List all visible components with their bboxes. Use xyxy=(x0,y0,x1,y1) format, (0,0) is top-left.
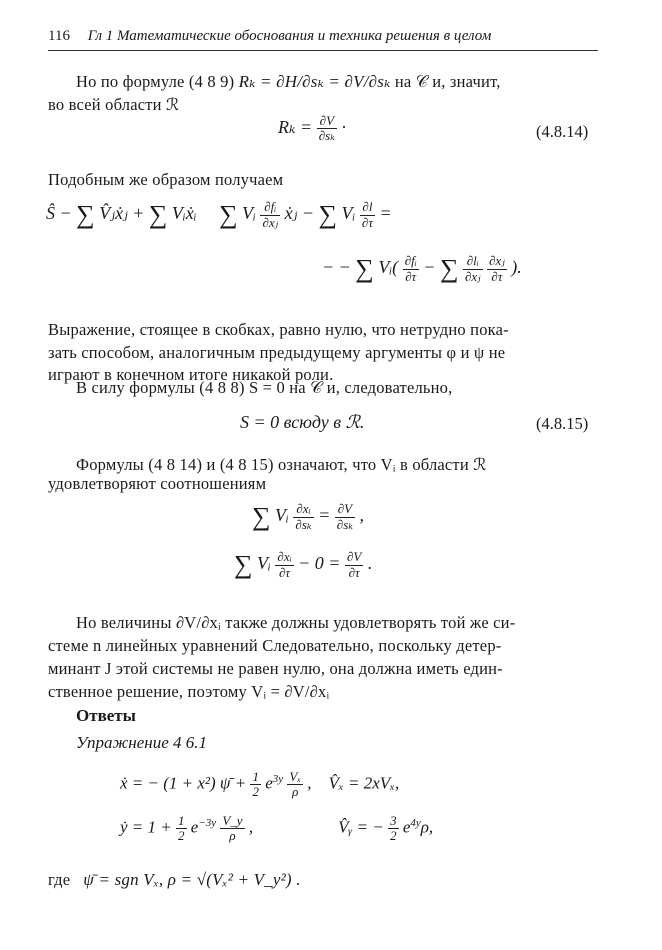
frac-num: ∂fᵢ xyxy=(260,200,280,215)
eq-part: . xyxy=(367,553,373,574)
paragraph-1-line-1 xyxy=(76,72,501,92)
equation-4-8-14 xyxy=(278,114,346,144)
eq-fraction xyxy=(287,770,303,800)
frac-num: 3 xyxy=(390,813,397,828)
eq-fraction xyxy=(176,814,187,844)
eq-part: Ŝ − xyxy=(46,203,72,224)
solution-line-2 xyxy=(120,814,433,844)
eq-part: e xyxy=(190,817,199,837)
frac-num: ∂lᵢ xyxy=(463,254,483,269)
eq-part: Vᵢ xyxy=(341,203,356,224)
frac-den: ∂sₖ xyxy=(318,128,335,144)
frac-den: ∂τ xyxy=(491,268,503,284)
header-rule xyxy=(48,50,598,51)
eq-part: = xyxy=(318,505,331,526)
frac-num: 1 xyxy=(252,769,259,784)
frac-num: ∂l xyxy=(360,200,375,215)
frac-den: ∂sₖ xyxy=(336,516,354,532)
frac-den: 2 xyxy=(178,828,185,844)
paragraph-3-line-3: играют в конечном итоге никакой роли. xyxy=(48,365,334,384)
frac-num: ∂V xyxy=(335,502,355,517)
frac-num: ∂V xyxy=(346,549,362,565)
eq-part: V̂ⱼẋⱼ + xyxy=(99,203,145,224)
relation-2 xyxy=(234,550,372,580)
sum-sign: ∑ xyxy=(219,200,238,229)
eq-fraction xyxy=(388,814,399,844)
paragraph-3-line-1: Выражение, стоящее в скобках, равно нулю, что нетрудно пока- xyxy=(48,320,509,339)
sum-sign: ∑ xyxy=(76,200,95,229)
eq-part: V̂ᵧ = − xyxy=(338,817,384,837)
answers-heading: Ответы xyxy=(76,706,136,725)
eq-part: = xyxy=(379,203,392,224)
final-line xyxy=(48,870,301,890)
eq-fraction xyxy=(345,550,363,580)
eq-part: e xyxy=(402,817,411,837)
paragraph-3-line-2: зать способом, аналогичным предыдущему аргументы φ и ψ не xyxy=(48,343,506,362)
frac-den: ∂τ xyxy=(348,564,360,580)
eq-part: Vᵢ xyxy=(257,553,271,574)
equation-label: (4.8.15) xyxy=(536,414,589,433)
eq-part: ẋ = − (1 + x²) ψ̄ + xyxy=(120,773,247,793)
eq-part: V̂ₓ = 2xVₓ, xyxy=(328,773,400,793)
eq-fraction xyxy=(317,114,337,144)
math-inline: ψ̄ = sgn Vₓ, ρ = √(Vₓ² + V_y²) . xyxy=(83,870,301,889)
frac-den: ρ xyxy=(292,784,299,800)
eq-part: − 0 = xyxy=(298,553,341,574)
paragraph-5-line-3: минант J этой системы не равен нулю, она должна иметь един- xyxy=(48,659,503,678)
paragraph-5-line-4: ственное решение, поэтому Vᵢ = ∂V/∂xᵢ xyxy=(48,682,330,701)
frac-num: 1 xyxy=(178,813,185,828)
eq-fraction xyxy=(463,254,483,284)
sum-sign: ∑ xyxy=(439,254,459,283)
text: на 𝒞 и, значит, xyxy=(394,72,501,91)
relation-1 xyxy=(252,502,364,532)
sum-sign: ∑ xyxy=(355,254,374,283)
frac-num: ∂V xyxy=(317,114,337,129)
equation-label: (4.8.14) xyxy=(536,122,589,141)
page-header xyxy=(48,28,596,45)
big-equation-row-2 xyxy=(322,254,522,284)
eq-part: e xyxy=(265,773,273,793)
frac-num: V_y xyxy=(222,813,243,828)
exponent: 4y xyxy=(410,817,421,830)
eq-fraction xyxy=(293,502,313,532)
paragraph-2: Подобным же образом получаем xyxy=(48,170,284,189)
exponent: −3y xyxy=(198,817,217,830)
eq-lhs: Rₖ = xyxy=(278,116,313,137)
eq-part: ). xyxy=(511,257,522,278)
eq-part: , xyxy=(248,817,254,837)
frac-den: 2 xyxy=(390,828,397,844)
eq-part: ẋⱼ − xyxy=(284,203,314,224)
sum-sign: ∑ xyxy=(148,200,168,229)
frac-den: ∂xⱼ xyxy=(464,268,481,284)
eq-part: Vᵢ xyxy=(242,203,256,224)
eq-part: Vᵢẋᵢ xyxy=(171,203,197,224)
frac-num: Vₓ xyxy=(289,769,302,784)
frac-num: ∂xᵢ xyxy=(293,502,313,517)
eq-fraction xyxy=(260,200,280,230)
frac-den: ∂xⱼ xyxy=(262,214,279,230)
eq-fraction xyxy=(487,254,507,284)
frac-den: 2 xyxy=(252,784,259,800)
eq-part: − xyxy=(423,257,436,278)
paragraph-3-line-4: В силу формулы (4 8 8) S = 0 на 𝒞 и, следовательно, xyxy=(76,378,453,397)
frac-den: ∂sₖ xyxy=(295,516,312,532)
text: Но по формуле (4 8 9) xyxy=(76,72,235,91)
big-equation-row-1 xyxy=(46,200,392,230)
sum-sign: ∑ xyxy=(318,200,338,229)
running-title: Гл 1 Математические обоснования и техника решения в целом xyxy=(87,28,492,44)
frac-den: ∂τ xyxy=(361,214,373,230)
paragraph-5-line-1: Но величины ∂V/∂xᵢ также должны удовлетворять той же си- xyxy=(76,613,516,632)
page-number: 116 xyxy=(48,28,70,44)
eq-part: , xyxy=(359,505,365,526)
eq-fraction xyxy=(275,550,293,580)
eq-part: , xyxy=(307,773,312,793)
exercise-label: Упражнение 4 6.1 xyxy=(76,733,207,752)
eq-fraction xyxy=(220,814,244,844)
sum-sign: ∑ xyxy=(234,550,253,579)
sum-sign: ∑ xyxy=(252,502,271,531)
frac-num: ∂fᵢ xyxy=(404,253,417,269)
equation-4-8-15: S = 0 всюду в ℛ. xyxy=(240,412,365,432)
paragraph-5-line-2: стеме n линейных уравнений Следовательно, поскольку детер- xyxy=(48,636,502,655)
paragraph-4-line-2: удовлетворяют соотношениям xyxy=(48,474,267,493)
frac-den: ∂τ xyxy=(405,268,417,284)
frac-den: ∂τ xyxy=(278,564,291,580)
eq-fraction xyxy=(335,502,355,532)
eq-fraction xyxy=(250,770,261,800)
paragraph-4-line-1: Формулы (4 8 14) и (4 8 15) означают, что Vᵢ в области ℛ xyxy=(76,455,487,474)
eq-part: Vᵢ( xyxy=(378,257,399,278)
math-inline: Rₖ = ∂H/∂sₖ = ∂V/∂sₖ xyxy=(238,72,391,91)
solution-line-1 xyxy=(120,770,399,800)
eq-fraction xyxy=(403,254,419,284)
eq-part: ẏ = 1 + xyxy=(120,817,172,837)
eq-tail: · xyxy=(341,116,346,137)
frac-num: ∂xⱼ xyxy=(489,253,505,269)
eq-part: Vᵢ xyxy=(275,505,289,526)
eq-fraction xyxy=(360,200,375,230)
exponent: 3y xyxy=(272,773,284,786)
frac-num: ∂xᵢ xyxy=(277,549,292,565)
eq-part: − − xyxy=(322,257,351,278)
eq-part: ρ, xyxy=(420,817,434,837)
text: где xyxy=(48,870,71,889)
paragraph-1-line-2: во всей области ℛ xyxy=(48,95,180,114)
frac-den: ρ xyxy=(229,828,236,844)
